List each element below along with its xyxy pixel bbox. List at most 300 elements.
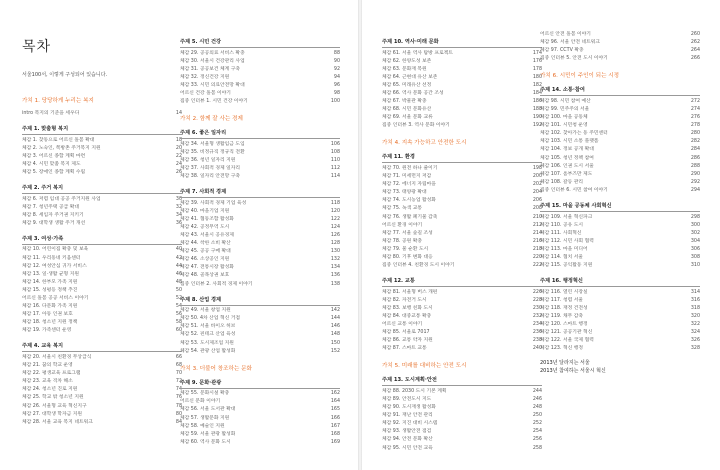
topic-divider bbox=[22, 244, 182, 245]
toc-entry[interactable] bbox=[22, 411, 182, 419]
toc-entry[interactable] bbox=[22, 169, 182, 177]
toc-entry[interactable] bbox=[540, 337, 700, 345]
toc-entry-title: 체감 22. 평생교육 프로그램 bbox=[22, 371, 81, 377]
toc-entry-title: 체감 121. 공공기관 혁신 bbox=[540, 330, 593, 336]
toc-entry-page: 314 bbox=[690, 289, 700, 295]
toc-entry-page: 152 bbox=[330, 348, 340, 354]
toc-entry[interactable] bbox=[180, 165, 340, 173]
toc-entry-page: 318 bbox=[690, 305, 700, 311]
toc-entry[interactable] bbox=[180, 348, 340, 356]
toc-entry-title: 체감 17. 아동 인권 보호 bbox=[22, 312, 73, 318]
toc-entry-title: 체감 18. 청소년 지원 정책 bbox=[22, 320, 78, 326]
toc-entry[interactable] bbox=[22, 354, 182, 362]
toc-entry[interactable] bbox=[382, 173, 542, 181]
toc-entry[interactable] bbox=[22, 204, 182, 212]
toc-entry-page: 246 bbox=[532, 397, 542, 402]
toc-entry[interactable] bbox=[22, 110, 182, 118]
toc-entry[interactable] bbox=[382, 428, 542, 436]
toc-entry-page: 188 bbox=[532, 107, 542, 113]
toc-entry-title: 체감 78. 공원 확충 bbox=[382, 238, 423, 244]
toc-entry-title: 체감 74. 도시농업 활성화 bbox=[382, 198, 436, 204]
toc-entry[interactable] bbox=[540, 222, 700, 230]
toc-entry-title: 체감 15. 성평등 정책 추진 bbox=[22, 287, 78, 293]
toc-entry-title: 체감 55. 문화시설 확충 bbox=[180, 391, 230, 397]
toc-entry-page: 30 bbox=[175, 196, 182, 202]
toc-entry-title: 체감 23. 교육 격차 해소 bbox=[22, 379, 73, 385]
toc-entry[interactable] bbox=[540, 130, 700, 138]
toc-entry-page: 290 bbox=[690, 171, 700, 177]
topic-divider bbox=[540, 211, 700, 212]
toc-entry[interactable] bbox=[382, 214, 542, 222]
toc-entry[interactable] bbox=[22, 161, 182, 169]
toc-entry-title: 체감 34. 서울형 생활임금 도입 bbox=[180, 141, 245, 147]
toc-entry-title: 체감 54. 관광 산업 활성화 bbox=[180, 348, 236, 354]
toc-entry-page: 326 bbox=[690, 338, 700, 344]
toc-entry[interactable] bbox=[180, 149, 340, 157]
toc-entry-page: 88 bbox=[333, 50, 340, 56]
toc-entry[interactable] bbox=[382, 222, 542, 230]
toc-entry[interactable] bbox=[22, 145, 182, 153]
toc-entry[interactable] bbox=[180, 224, 340, 232]
toc-entry[interactable] bbox=[382, 189, 542, 197]
toc-entry[interactable] bbox=[540, 297, 700, 305]
toc-entry-title: 체감 9. 대학생 생활 주거 개선 bbox=[22, 220, 86, 226]
toc-entry[interactable] bbox=[382, 313, 542, 321]
toc-entry-page: 42 bbox=[175, 255, 182, 261]
toc-entry[interactable] bbox=[382, 230, 542, 238]
toc-entry[interactable] bbox=[180, 66, 340, 74]
toc-entry-page: 106 bbox=[330, 141, 340, 147]
toc-entry[interactable] bbox=[180, 82, 340, 90]
toc-entry-page: 167 bbox=[330, 423, 340, 429]
toc-entry[interactable] bbox=[540, 146, 700, 154]
toc-entry[interactable] bbox=[180, 216, 340, 224]
toc-entry-title: 체감 12. 여성안심 귀가 서비스 bbox=[22, 263, 87, 269]
topic-divider bbox=[180, 388, 340, 389]
toc-entry-page: 302 bbox=[690, 230, 700, 236]
toc-entry[interactable] bbox=[180, 98, 340, 106]
toc-entry-page: 164 bbox=[330, 399, 340, 405]
toc-entry-page: 124 bbox=[330, 224, 340, 230]
toc-entry[interactable] bbox=[22, 303, 182, 311]
toc-entry[interactable] bbox=[540, 155, 700, 163]
page-title: 목차 bbox=[22, 39, 52, 55]
toc-entry-page: 66 bbox=[175, 354, 182, 360]
toc-entry[interactable] bbox=[540, 289, 700, 297]
toc-entry[interactable] bbox=[382, 337, 542, 345]
toc-entry[interactable] bbox=[540, 305, 700, 313]
toc-entry-page: 22 bbox=[175, 153, 182, 159]
topic-heading: 주제 13. 도시계획·안전 bbox=[382, 377, 437, 384]
toc-entry[interactable] bbox=[540, 122, 700, 130]
toc-entry-title: 체감 83. 보행 친화 도시 bbox=[382, 305, 433, 311]
toc-entry[interactable] bbox=[180, 431, 340, 439]
toc-entry-page: 168 bbox=[330, 431, 340, 437]
toc-entry[interactable] bbox=[22, 212, 182, 220]
toc-entry[interactable] bbox=[540, 39, 700, 47]
toc-entry[interactable] bbox=[540, 138, 700, 146]
toc-entry[interactable] bbox=[540, 321, 700, 329]
toc-entry-page: 212 bbox=[532, 222, 542, 228]
toc-entry-title: 체감 49. 서울 창업 지원 bbox=[180, 308, 231, 314]
toc-entry-title: 집중 인터뷰 2. 사회적 경제 이야기 bbox=[180, 281, 253, 287]
toc-entry-title: 체감 71. 미세먼지 저감 bbox=[382, 174, 432, 180]
toc-entry-title: 집중 인터뷰 5. 안전 도시 이야기 bbox=[540, 56, 608, 62]
toc-entry-title: 체감 14. 한부모 가족 지원 bbox=[22, 279, 78, 285]
toc-entry-page: 186 bbox=[532, 99, 542, 105]
toc-entry[interactable] bbox=[22, 394, 182, 402]
toc-entry-title: 체감 66. 역사 문화 공간 조성 bbox=[382, 90, 444, 96]
toc-entry[interactable] bbox=[540, 31, 700, 39]
topic-divider bbox=[22, 351, 182, 352]
toc-entry[interactable] bbox=[382, 345, 542, 353]
toc-entry-page: 298 bbox=[690, 214, 700, 220]
toc-entry[interactable] bbox=[22, 419, 182, 427]
toc-entry-page: 316 bbox=[690, 297, 700, 303]
toc-entry-title: 체감 102. 찾아가는 동 주민센터 bbox=[540, 131, 608, 137]
toc-entry-title: 체감 59. 서울 관광 활성화 bbox=[180, 431, 236, 437]
toc-entry-page: 14 bbox=[175, 111, 182, 116]
toc-entry-title: 체감 45. 공공 구매 확대 bbox=[180, 249, 231, 255]
toc-entry-title: 체감 33. 시민 의료안전망 확대 bbox=[180, 82, 245, 88]
toc-entry-page: 308 bbox=[690, 254, 700, 260]
toc-entry[interactable] bbox=[382, 106, 542, 114]
toc-entry[interactable] bbox=[382, 66, 542, 74]
toc-entry-title: 체감 4. 시민 맞춤 복지 제도 bbox=[22, 161, 81, 167]
toc-entry-page: 324 bbox=[690, 330, 700, 336]
toc-entry[interactable] bbox=[180, 406, 340, 414]
toc-entry-page: 208 bbox=[532, 206, 542, 212]
toc-entry[interactable] bbox=[382, 396, 542, 404]
toc-entry-page: 244 bbox=[532, 388, 542, 394]
toc-entry-title: 체감 82. 자전거 도시 bbox=[382, 297, 427, 303]
toc-entry-title: 체감 104. 정보 공개 확대 bbox=[540, 147, 594, 153]
toc-entry[interactable] bbox=[22, 153, 182, 161]
toc-entry[interactable] bbox=[22, 255, 182, 263]
toc-entry-title: 체감 87. 스마트 교통 bbox=[382, 346, 427, 352]
toc-entry[interactable] bbox=[540, 47, 700, 55]
toc-column-2 bbox=[180, 31, 340, 447]
topic-divider bbox=[540, 95, 700, 96]
toc-entry-page: 310 bbox=[690, 263, 700, 269]
toc-entry-title: 체감 99. 민주주의 서울 bbox=[540, 106, 590, 112]
toc-entry-page: 180 bbox=[532, 74, 542, 80]
toc-entry[interactable] bbox=[22, 263, 182, 271]
toc-entry-title: 체감 27. 대학생 학자금 지원 bbox=[22, 411, 83, 417]
toc-entry-page: 136 bbox=[330, 273, 340, 279]
toc-entry-title: 체감 21. 꿈의 학교 운영 bbox=[22, 363, 73, 369]
toc-entry-page: 192 bbox=[532, 123, 542, 129]
toc-entry[interactable] bbox=[180, 50, 340, 58]
toc-entry[interactable] bbox=[382, 289, 542, 297]
toc-entry[interactable] bbox=[382, 90, 542, 98]
toc-entry[interactable] bbox=[180, 439, 340, 447]
toc-entry[interactable] bbox=[180, 248, 340, 256]
toc-entry-page: 294 bbox=[690, 187, 700, 193]
toc-entry-page: 72 bbox=[175, 379, 182, 385]
toc-entry[interactable] bbox=[540, 262, 700, 270]
toc-entry-title: 체감 37. 사회적 경제 일자리 bbox=[180, 165, 241, 171]
toc-entry-page: 238 bbox=[532, 338, 542, 344]
toc-entry[interactable] bbox=[180, 208, 340, 216]
toc-entry-title: 체감 108. 갈등 관리 bbox=[540, 179, 584, 185]
toc-entry-title: 체감 28. 서울 교육 복지 네트워크 bbox=[22, 419, 93, 425]
toc-entry-title: 체감 25. 학교 밖 청소년 지원 bbox=[22, 395, 84, 401]
toc-entry[interactable] bbox=[180, 331, 340, 339]
toc-entry-title: 체감 98. 시민 참여 예산 bbox=[540, 98, 591, 104]
toc-entry[interactable] bbox=[382, 98, 542, 106]
toc-entry-title: 체감 120. 스마트 행정 bbox=[540, 322, 588, 328]
toc-entry[interactable] bbox=[382, 165, 542, 173]
toc-entry-page: 232 bbox=[532, 313, 542, 319]
toc-entry[interactable] bbox=[540, 345, 700, 353]
toc-entry-title: 체감 65. 미래유산 선정 bbox=[382, 82, 432, 88]
topic-divider bbox=[180, 47, 340, 48]
toc-entry-page: 54 bbox=[175, 304, 182, 310]
toc-entry-page: 126 bbox=[330, 233, 340, 238]
toc-entry-page: 84 bbox=[175, 419, 182, 425]
toc-entry[interactable] bbox=[180, 256, 340, 264]
toc-entry-title: 체감 75. 녹색 교통 bbox=[382, 206, 423, 212]
toc-entry-title: 어르신 돌봄 공공 서비스 이야기 bbox=[22, 296, 89, 301]
toc-entry-title: 체감 90. 도시재생 활성화 bbox=[382, 405, 436, 411]
toc-entry[interactable] bbox=[382, 297, 542, 305]
toc-entry[interactable] bbox=[22, 362, 182, 370]
toc-entry-page: 58 bbox=[175, 320, 182, 326]
toc-entry[interactable] bbox=[540, 55, 700, 63]
toc-entry-title: 체감 31. 공공보건 체계 구축 bbox=[180, 66, 241, 72]
toc-entry-page: 150 bbox=[330, 340, 340, 346]
toc-entry-page: 240 bbox=[532, 346, 542, 352]
toc-entry[interactable] bbox=[22, 137, 182, 145]
toc-entry-title: 체감 94. 안전 문화 확산 bbox=[382, 437, 433, 443]
toc-entry-page: 322 bbox=[690, 322, 700, 328]
toc-entry[interactable] bbox=[382, 329, 542, 337]
toc-entry-page: 100 bbox=[330, 99, 340, 105]
toc-entry[interactable] bbox=[180, 272, 340, 280]
toc-entry[interactable] bbox=[22, 279, 182, 287]
toc-entry-page: 128 bbox=[330, 241, 340, 247]
topic-divider bbox=[382, 47, 542, 48]
toc-entry-page: 306 bbox=[690, 246, 700, 252]
topic-heading: 주제 12. 교통 bbox=[382, 278, 415, 285]
toc-entry-title: 체감 72. 에너지 자립마을 bbox=[382, 182, 436, 188]
toc-entry-page: 274 bbox=[690, 106, 700, 112]
toc-entry-page: 138 bbox=[330, 281, 340, 287]
toc-entry[interactable] bbox=[540, 214, 700, 222]
topic-divider bbox=[180, 138, 340, 139]
toc-entry[interactable] bbox=[180, 340, 340, 348]
toc-entry-title: 체감 5. 장애인 종합 계획 수립 bbox=[22, 169, 86, 175]
intro-text: 서울100서, 이렇게 구성되어 있습니다. bbox=[22, 72, 108, 78]
toc-entry[interactable] bbox=[22, 287, 182, 295]
toc-entry-page: 264 bbox=[690, 48, 700, 54]
section-heading: 가치 3. 더불어 창조하는 문화 bbox=[180, 365, 252, 372]
toc-entry[interactable] bbox=[22, 271, 182, 279]
toc-entry[interactable] bbox=[180, 415, 340, 423]
toc-entry[interactable] bbox=[540, 171, 700, 179]
toc-entry[interactable] bbox=[382, 238, 542, 246]
toc-entry-title: 체감 116. 열린 시장실 bbox=[540, 289, 588, 295]
toc-entry[interactable] bbox=[382, 114, 542, 122]
toc-entry[interactable] bbox=[382, 305, 542, 313]
toc-entry-title: 체감 52. 핀테크 산업 육성 bbox=[180, 332, 236, 338]
toc-entry-page: 80 bbox=[175, 411, 182, 417]
toc-entry[interactable] bbox=[22, 220, 182, 228]
toc-entry-page: 286 bbox=[690, 155, 700, 161]
toc-entry[interactable] bbox=[382, 262, 542, 270]
toc-entry-page: 166 bbox=[330, 415, 340, 421]
toc-entry-title: 체감 117. 청렴 서울 bbox=[540, 297, 584, 303]
toc-entry-page: 320 bbox=[690, 313, 700, 319]
toc-entry[interactable] bbox=[540, 313, 700, 321]
toc-entry[interactable] bbox=[382, 412, 542, 420]
toc-entry[interactable] bbox=[180, 264, 340, 272]
toc-entry-title: 체감 69. 서울 문화 교류 bbox=[382, 115, 433, 121]
toc-entry[interactable] bbox=[180, 323, 340, 331]
toc-entry[interactable] bbox=[540, 98, 700, 106]
toc-entry-page: 304 bbox=[690, 238, 700, 244]
toc-entry[interactable] bbox=[382, 254, 542, 262]
toc-entry[interactable] bbox=[180, 58, 340, 66]
toc-entry-title: 체감 61. 서울 역사 탐방 프로젝트 bbox=[382, 50, 453, 56]
toc-entry-title: 체감 41. 협동조합 활성화 bbox=[180, 216, 234, 222]
toc-entry[interactable] bbox=[180, 157, 340, 165]
toc-entry[interactable] bbox=[180, 315, 340, 323]
topic-heading: 주제 9. 문화·관광 bbox=[180, 379, 222, 386]
toc-entry[interactable] bbox=[382, 82, 542, 90]
toc-entry-page: 216 bbox=[532, 238, 542, 244]
toc-entry[interactable] bbox=[382, 445, 542, 453]
toc-entry[interactable] bbox=[180, 281, 340, 289]
toc-entry[interactable] bbox=[180, 240, 340, 248]
toc-entry[interactable] bbox=[382, 205, 542, 213]
toc-entry[interactable] bbox=[180, 74, 340, 82]
toc-entry-page: 48 bbox=[175, 279, 182, 285]
toc-entry-page: 218 bbox=[532, 246, 542, 252]
toc-entry-title: 체감 92. 지진 대비 시스템 bbox=[382, 421, 438, 427]
toc-entry-page: 142 bbox=[330, 308, 340, 314]
toc-entry-page: 40 bbox=[175, 247, 182, 253]
toc-entry-page: 252 bbox=[532, 421, 542, 427]
toc-entry-title: 체감 26. 서울형 교육 혁신지구 bbox=[22, 403, 87, 409]
toc-entry[interactable] bbox=[180, 232, 340, 240]
toc-entry-title: 체감 19. 가족센터 운영 bbox=[22, 328, 72, 334]
toc-entry[interactable] bbox=[22, 378, 182, 386]
toc-entry[interactable] bbox=[540, 114, 700, 122]
toc-entry-title: 집중 인터뷰 3. 역사 문화 이야기 bbox=[382, 123, 450, 129]
toc-entry[interactable] bbox=[22, 311, 182, 319]
toc-entry[interactable] bbox=[22, 370, 182, 378]
toc-entry[interactable] bbox=[382, 404, 542, 412]
toc-entry[interactable] bbox=[540, 163, 700, 171]
toc-entry[interactable] bbox=[540, 106, 700, 114]
toc-entry-title: 집중 인터뷰 4. 친환경 도시 이야기 bbox=[382, 263, 455, 269]
toc-entry-title: 체감 70. 원전 하나 줄이기 bbox=[382, 165, 438, 171]
toc-entry-page: 60 bbox=[175, 328, 182, 334]
toc-entry-title: 체감 42. 공정무역 도시 bbox=[180, 224, 230, 230]
toc-entry-title: 체감 115. 공익활동 지원 bbox=[540, 263, 593, 269]
section-heading: 가치 6. 시민이 주인이 되는 시정 bbox=[540, 73, 620, 80]
toc-entry[interactable] bbox=[180, 398, 340, 406]
toc-entry[interactable] bbox=[382, 50, 542, 58]
toc-entry[interactable] bbox=[382, 436, 542, 444]
toc-entry[interactable] bbox=[382, 74, 542, 82]
toc-entry[interactable] bbox=[382, 58, 542, 66]
toc-entry[interactable] bbox=[540, 329, 700, 337]
toc-entry[interactable] bbox=[540, 238, 700, 246]
toc-entry-page: 146 bbox=[330, 324, 340, 330]
toc-entry[interactable] bbox=[540, 187, 700, 195]
toc-entry-page: 182 bbox=[532, 82, 542, 88]
toc-entry-page: 256 bbox=[532, 437, 542, 443]
toc-entry-page: 282 bbox=[690, 139, 700, 145]
toc-entry[interactable] bbox=[382, 420, 542, 428]
toc-entry-page: 90 bbox=[333, 58, 340, 64]
outro-line: 2013년 달라지는 서울 bbox=[540, 360, 590, 367]
toc-entry[interactable] bbox=[382, 181, 542, 189]
toc-entry-page: 234 bbox=[532, 322, 542, 328]
toc-entry[interactable] bbox=[22, 246, 182, 254]
toc-entry-title: 체감 97. CCTV 확충 bbox=[540, 48, 584, 54]
toc-entry[interactable] bbox=[382, 388, 542, 396]
toc-entry[interactable] bbox=[540, 254, 700, 262]
toc-entry-title: 체감 48. 골목상권 보호 bbox=[180, 273, 230, 279]
toc-entry-title: 체감 84. 대중교통 확충 bbox=[382, 313, 432, 319]
toc-entry-page: 130 bbox=[330, 249, 340, 255]
toc-entry-page: 174 bbox=[532, 50, 542, 56]
toc-entry[interactable] bbox=[180, 423, 340, 431]
toc-entry[interactable] bbox=[22, 403, 182, 411]
toc-entry[interactable] bbox=[540, 246, 700, 254]
topic-heading: 주제 11. 환경 bbox=[382, 154, 415, 161]
toc-entry-page: 176 bbox=[532, 58, 542, 64]
toc-entry-title: 체감 2. 노숙인, 쪽방촌 주거복지 지원 bbox=[22, 145, 101, 151]
toc-entry-title: 체감 30. 서울시 건강관리 사업 bbox=[180, 58, 245, 64]
toc-entry[interactable] bbox=[382, 122, 542, 130]
toc-entry-page: 272 bbox=[690, 98, 700, 104]
toc-entry-title: 체감 58. 예술인 지원 bbox=[180, 423, 225, 429]
toc-entry[interactable] bbox=[180, 141, 340, 149]
toc-entry-page: 276 bbox=[690, 115, 700, 121]
toc-entry-page: 204 bbox=[532, 190, 542, 196]
toc-entry[interactable] bbox=[540, 230, 700, 238]
toc-entry-title: 체감 56. 서울 도서관 확대 bbox=[180, 407, 236, 413]
toc-entry[interactable] bbox=[22, 295, 182, 303]
toc-entry-page: 18 bbox=[175, 137, 182, 143]
toc-entry[interactable] bbox=[180, 90, 340, 98]
toc-entry[interactable] bbox=[180, 390, 340, 398]
toc-entry-page: 230 bbox=[532, 305, 542, 311]
toc-entry-title: 체감 36. 청년 일자리 지원 bbox=[180, 157, 236, 163]
toc-entry[interactable] bbox=[180, 200, 340, 208]
toc-entry[interactable] bbox=[382, 197, 542, 205]
toc-entry-page: 266 bbox=[690, 56, 700, 62]
toc-entry[interactable] bbox=[22, 196, 182, 204]
toc-entry[interactable] bbox=[540, 179, 700, 187]
toc-entry[interactable] bbox=[22, 319, 182, 327]
toc-entry[interactable] bbox=[382, 321, 542, 329]
toc-entry[interactable] bbox=[22, 327, 182, 335]
toc-entry[interactable] bbox=[180, 307, 340, 315]
toc-entry[interactable] bbox=[22, 386, 182, 394]
toc-entry-title: 체감 76. 생활 폐기물 감축 bbox=[382, 214, 438, 220]
toc-entry[interactable] bbox=[180, 173, 340, 181]
toc-entry-page: 162 bbox=[330, 391, 340, 397]
toc-entry-page: 190 bbox=[532, 115, 542, 121]
toc-entry-page: 98 bbox=[333, 90, 340, 96]
toc-entry[interactable] bbox=[382, 246, 542, 254]
